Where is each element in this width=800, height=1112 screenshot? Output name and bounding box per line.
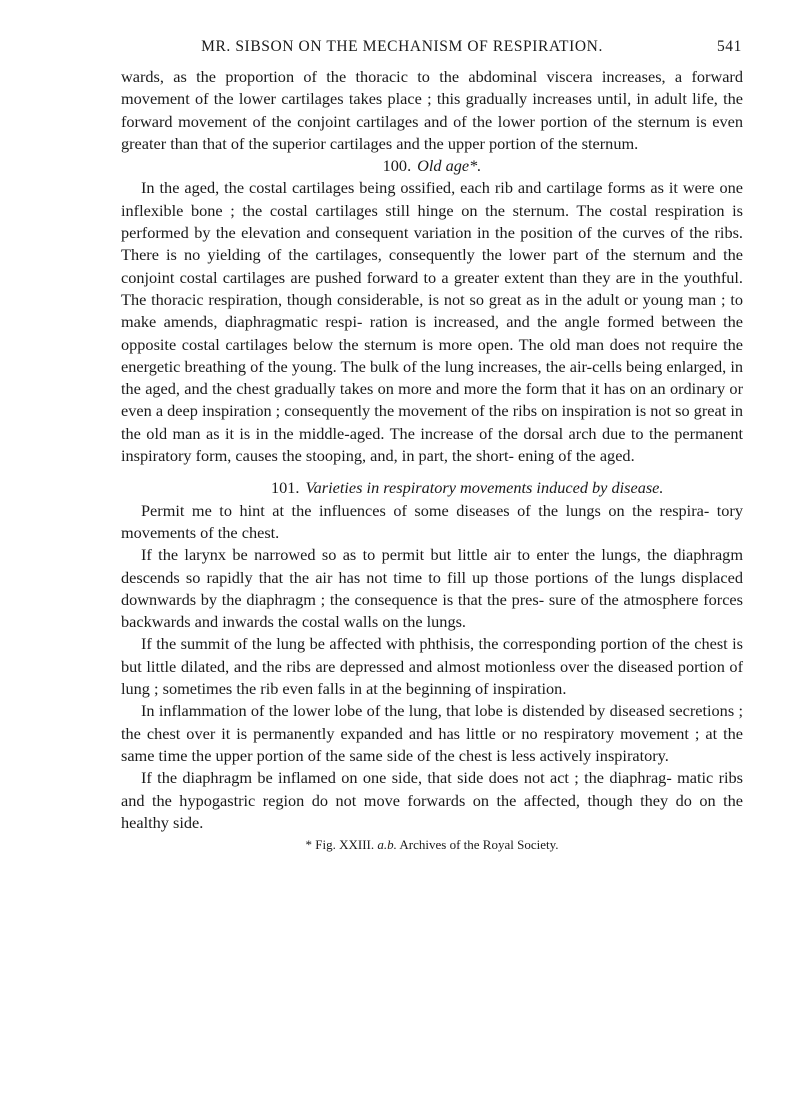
paragraph: If the diaphragm be inflamed on one side, that side does not act ; the diaphrag- matic ribs and the hypogastric region do not move forwards on the affected, though they do on the healthy side.: [121, 768, 743, 832]
paragraph: If the larynx be narrowed so as to permit but little air to enter the lungs, the diaphragm descends so rapidly that the air has not time to fill up those portions of the lungs displaced downwards by the diaphragm ; the consequence is that the pres- sure of the atmosphere forces backwards and inwards the costal walls on the lungs.: [121, 545, 743, 632]
paragraph: If the summit of the lung be affected with phthisis, the corresponding portion of the chest is but little dilated, and the ribs are depressed and almost motionless over the diseased portion of lung ; sometimes the rib even falls in at the beginning of inspiration.: [121, 634, 743, 699]
page-number: 541: [716, 38, 742, 55]
section-title: Old age*.: [417, 156, 482, 176]
section-heading-101: [121, 477, 743, 499]
section-heading-100: [121, 155, 743, 177]
section-number: 101.: [271, 478, 300, 498]
paragraph: wards, as the proportion of the thoracic to the abdominal viscera increases, a forward movement of the lower cartilages takes place ; this gradually increases until, in adult life, the forward movement of the conjoint cartilages and of the lower portion of the sternum is even greater than that of the superior cartilages and the upper portion of the sternum.: [121, 67, 743, 153]
section-title: Varieties in respiratory movements induced by disease.: [305, 478, 664, 498]
footnote: [121, 834, 743, 856]
body-text: [121, 66, 743, 856]
footnote-mark: * Fig. XXIII.: [305, 837, 375, 853]
footnote-ref: a.b.: [377, 837, 397, 853]
running-title: MR. SIBSON ON THE MECHANISM OF RESPIRATION.: [201, 38, 603, 55]
paragraph: In the aged, the costal cartilages being ossified, each rib and cartilage forms as it were one inflexible bone ; the costal cartilages still hinge on the sternum. The costal respiration is performed by the elevation and consequent variation in the position of the curves of the ribs. There is no yielding of the cartilages, consequently the lower part of the sternum and the conjoint costal cartilages are pushed forward to a greater extent than they are in the youthful. The thoracic respiration, though considerable, is not so great as in the adult or young man ; to make amends, diaphragmatic respi- ration is increased, and the angle formed between the opposite costal cartilages below the sternum is more open. The old man does not require the energetic breathing of the young. The bulk of the lung increases, the air-cells being enlarged, in the aged, and the chest gradually takes on more and more the form that it has on an ordinary or even a deep inspiration ; consequently the movement of the ribs on inspiration is not so great in the old man as it is in the middle-aged. The increase of the dorsal arch due to the permanent inspiratory form, causes the stooping, and, in part, the short- ening of the aged.: [121, 178, 743, 466]
paragraph: Permit me to hint at the influences of some diseases of the lungs on the respira- tory movements of the chest.: [121, 500, 743, 542]
section-number: 100.: [382, 156, 412, 176]
footnote-source: Archives of the Royal Society.: [399, 837, 559, 853]
paragraph: In inflammation of the lower lobe of the lung, that lobe is distended by diseased secretions ; the chest over it is permanently expanded and has little or no respiratory movement ; at the same time the upper portion of the same side of the chest is less actively inspiratory.: [121, 701, 743, 765]
